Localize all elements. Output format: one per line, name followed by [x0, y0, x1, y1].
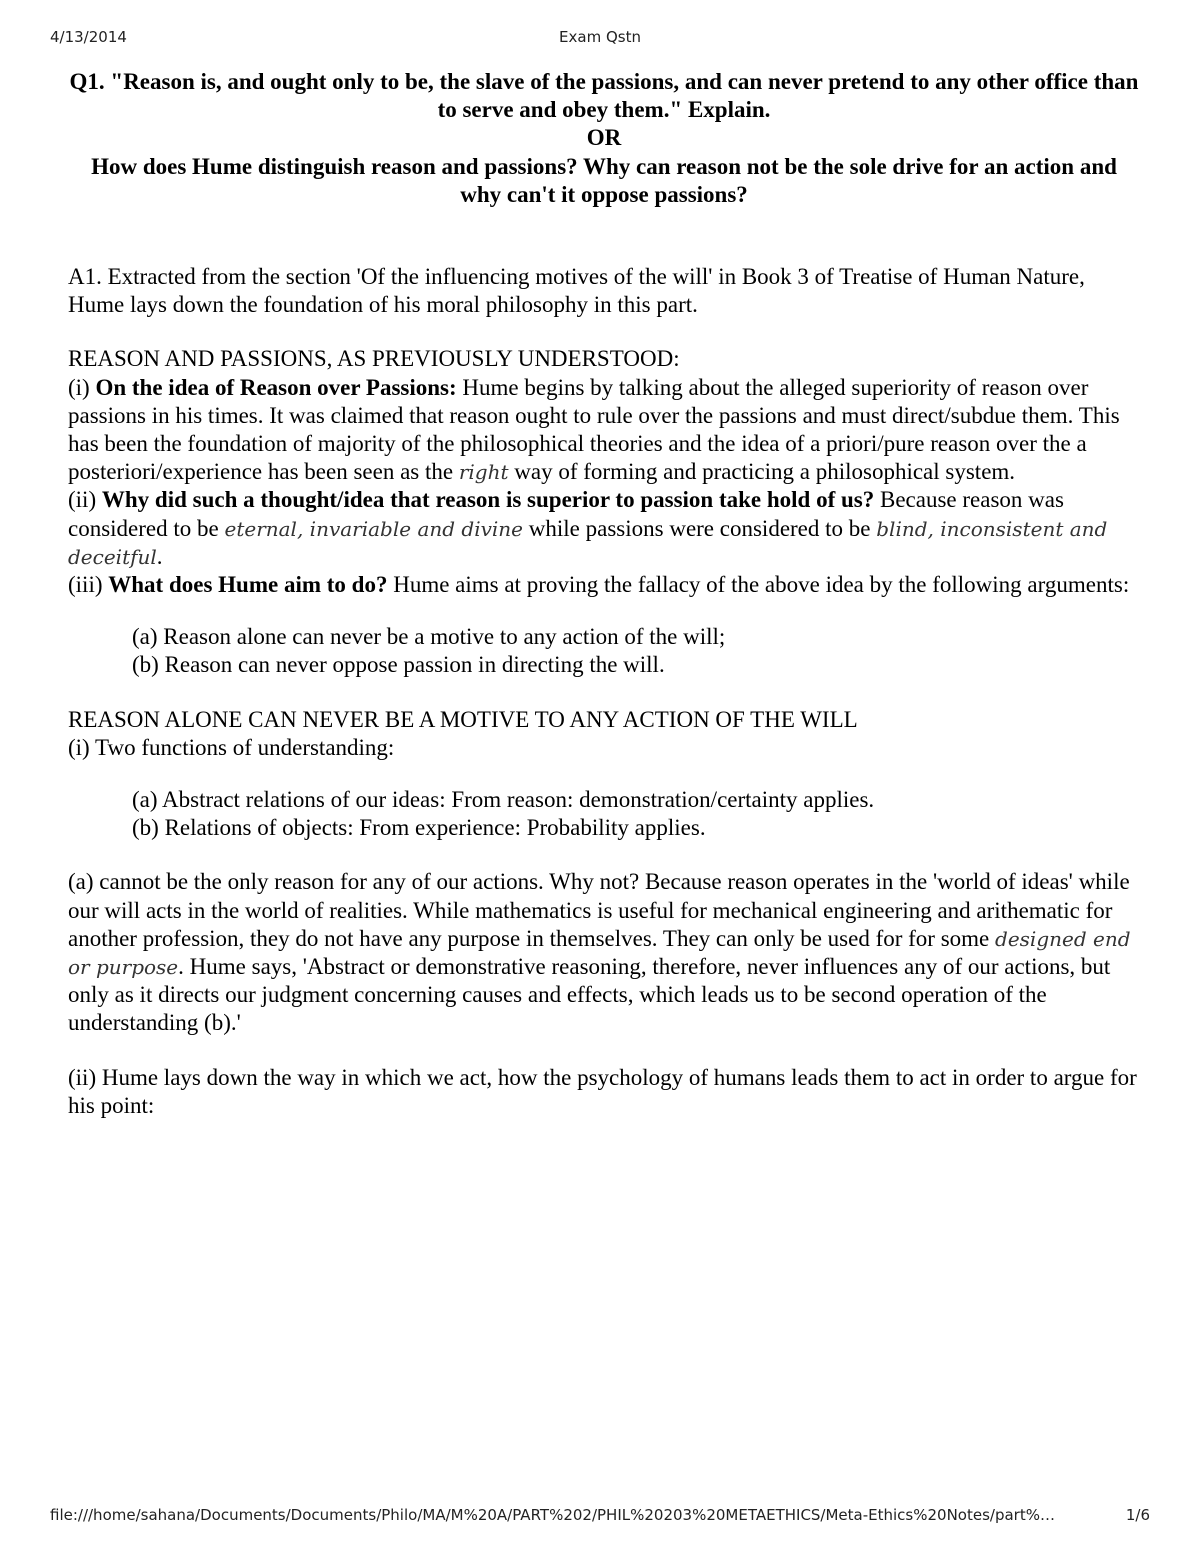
- point-iii-hume-aim: (iii) What does Hume aim to do? Hume aims at proving the fallacy of the above idea by the following arguments:: [68, 572, 1130, 598]
- function-a: (a) Abstract relations of our ideas: From reason: demonstration/certainty applies.: [132, 787, 875, 813]
- function-b: (b) Relations of objects: From experience: Probability applies.: [132, 815, 706, 841]
- print-date: 4/13/2014: [50, 28, 127, 46]
- argument-b: (b) Reason can never oppose passion in directing the will.: [132, 652, 665, 678]
- footer-url: file:///home/sahana/Documents/Documents/Philo/MA/M%20A/PART%202/PHIL%20203%20METAETHICS/Meta-Ethics%20Notes/part%…: [50, 1506, 1055, 1524]
- page-number: 1/6: [1125, 1506, 1150, 1524]
- point-i-reason-over-passions: (i) On the idea of Reason over Passions: Hume begins by talking about the alleged superiority of reason over passions in his times. It was claimed that reason ought to rule over the passions and must direct/subdue them. This has been the foundation of majority of the philosophical theories and the idea of a priori/pure reason over the a posteriori/experience has been seen as the right way of forming and practicing a philosophical system.: [68, 374, 1120, 485]
- page-content: [68, 68, 1140, 1120]
- section-heading-reason-alone: REASON ALONE CAN NEVER BE A MOTIVE TO ANY ACTION OF THE WILL: [68, 706, 858, 732]
- question-q1: Q1. "Reason is, and ought only to be, the slave of the passions, and can never pretend to any other office than to serve and obey them." Explain.: [69, 69, 1139, 123]
- section-heading-previous-understanding: REASON AND PASSIONS, AS PREVIOUSLY UNDERSTOOD:: [68, 346, 680, 372]
- functions-label: (i) Two functions of understanding:: [68, 734, 395, 760]
- paragraph-ii-psychology: (ii) Hume lays down the way in which we act, how the psychology of humans leads them to act in order to argue for his point:: [68, 1064, 1137, 1118]
- question-alt: How does Hume distinguish reason and passions? Why can reason not be the sole drive for an action and why can't it oppose passions?: [91, 153, 1117, 207]
- paragraph-a-explanation: (a) cannot be the only reason for any of our actions. Why not? Because reason operates in the 'world of ideas' while our will acts in the world of realities. While mathematics is useful for mechanical engineering and arithematic for another profession, they do not have any purpose in themselves. They can only be used for for some designed end or purpose. Hume says, 'Abstract or demonstrative reasoning, therefore, never influences any of our actions, but only as it directs our judgment concerning causes and effects, which leads us to be second operation of the understanding (b).': [68, 869, 1131, 1036]
- argument-a: (a) Reason alone can never be a motive to any action of the will;: [132, 624, 726, 650]
- answer-intro: A1. Extracted from the section 'Of the influencing motives of the will' in Book 3 of Treatise of Human Nature, Hume lays down the foundation of his moral philosophy in this part.: [68, 264, 1085, 318]
- document-title: Exam Qstn: [559, 28, 641, 46]
- point-ii-why-superior: (ii) Why did such a thought/idea that reason is superior to passion take hold of us? Because reason was considered to be eternal, invariable and divine while passions were considered to be blind, inconsistent and deceitful.: [68, 487, 1108, 569]
- question-or: OR: [586, 125, 622, 151]
